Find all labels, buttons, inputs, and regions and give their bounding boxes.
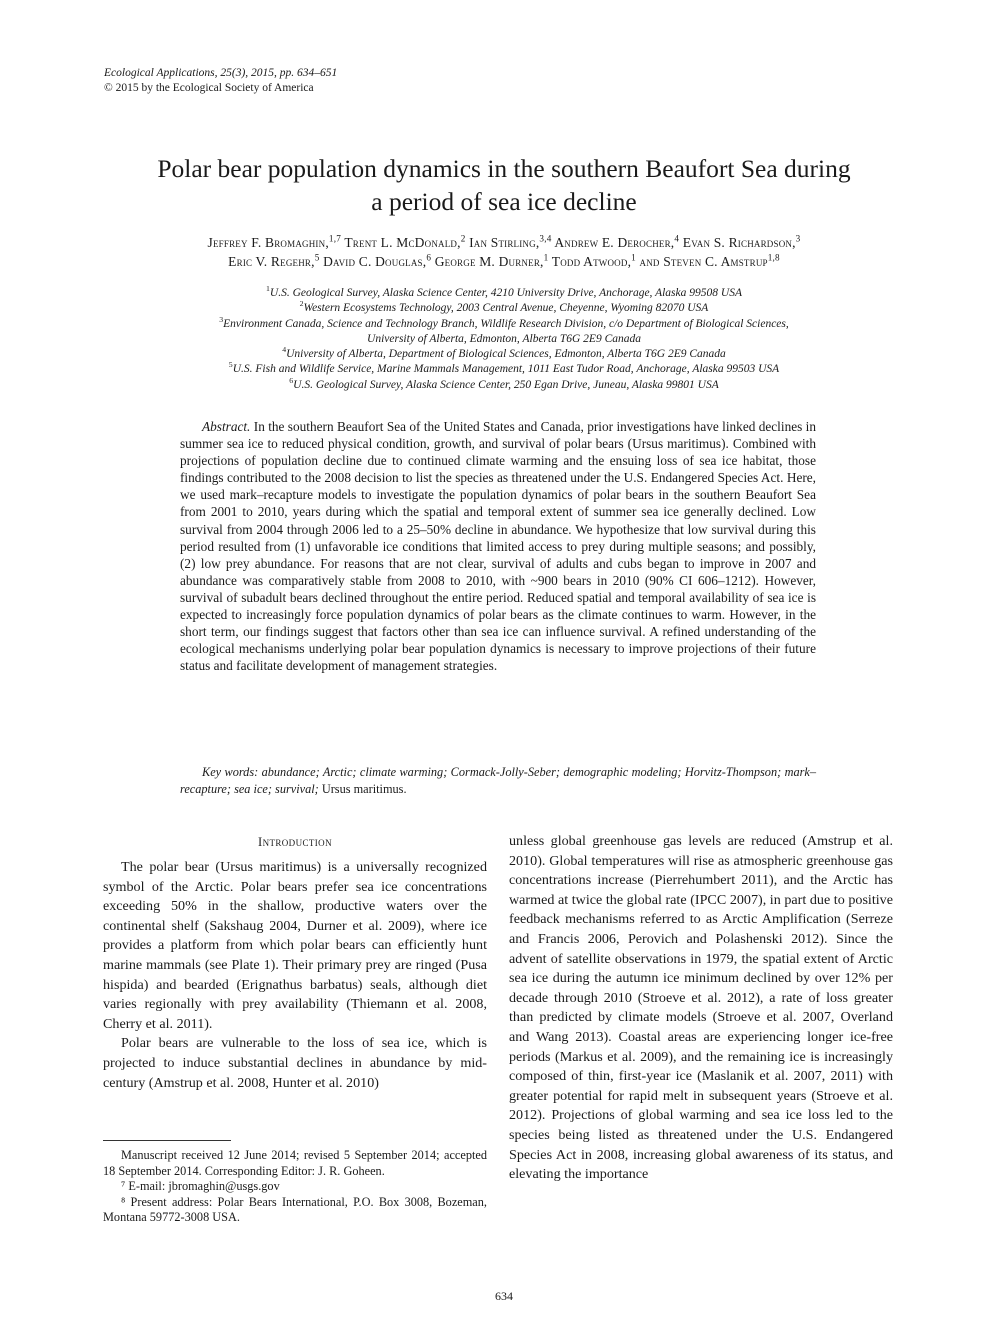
journal-issue: Ecological Applications, 25(3), 2015, pp. 634–651 (104, 67, 338, 79)
affil-marker: 2 (299, 299, 304, 309)
author-name: Ian Stirling, (469, 235, 540, 250)
affil-text: U.S. Geological Survey, Alaska Science Center, 250 Egan Drive, Juneau, Alaska 99801 USA (293, 378, 719, 391)
journal-citation (104, 66, 337, 96)
keywords-species: Ursus maritimus. (321, 781, 407, 796)
left-column (103, 834, 487, 1093)
journal-copyright: © 2015 by the Ecological Society of America (104, 82, 314, 94)
page-number: 634 (495, 1289, 513, 1303)
author-name: Evan S. Richardson, (682, 235, 796, 250)
author-name: and Steven C. Amstrup (639, 253, 768, 269)
affiliation (60, 301, 948, 316)
affiliation (60, 347, 948, 362)
affiliation (60, 362, 948, 377)
title-line-1: Polar bear population dynamics in the southern Beaufort Sea during (157, 154, 851, 183)
author-affil: 4 (674, 233, 680, 244)
footnotes (103, 1148, 487, 1226)
affiliation (60, 375, 948, 393)
abstract (180, 418, 816, 674)
section-heading-introduction: Introduction (258, 835, 332, 849)
article-title (60, 152, 948, 218)
affil-text: University of Alberta, Department of Biological Sciences, Edmonton, Alberta T6G 2E9 Canada (286, 348, 726, 361)
affil-marker: 5 (228, 360, 233, 370)
affil-marker: 3 (219, 314, 224, 324)
author-affil: 1,7 (328, 233, 341, 244)
affil-marker: 4 (282, 345, 287, 355)
keywords-label: Key words: (202, 765, 259, 779)
author-name: David C. Douglas, (323, 253, 427, 269)
author-name: Trent L. McDonald, (344, 235, 461, 250)
keywords (180, 764, 816, 797)
author-list (60, 234, 948, 271)
body-paragraph: unless global greenhouse gas levels are reduced (Amstrup et al. 2010). Global temperatures will rise as atmospheric greenhouse gas concentrations increase (Pierrehumbert 2011), and the Arctic has warmed at twice the global rate (IPCC 2007), in part due to positive feedback mechanisms referred to as Arctic Amplification (Serreze and Francis 2006, Perovich and Polashenski 2012). Since the advent of satellite observations in 1979, the spatial extent of Arctic sea ice during the autumn ice minimum declined by over 12% per decade through 2010 (Stroeve et al. 2012), a rate of loss greater than predicted by climate models (Stroeve et al. 2007, Overland and Wang 2013). Coastal areas are experiencing longer ice-free periods (Markus et al. 2009), and the remaining ice is increasingly composed of thin, first-year ice (Maslanik et al. 2007, 2011) with greater potential for rapid melt in subsequent years (Stroeve et al. 2012). Projections of global warming and sea ice loss led to the species being listed as threatened under the U.S. Endangered Species Act in 2008, increasing global awareness of its status, and elevating the importance (509, 833, 893, 1183)
affiliation-list (60, 286, 948, 393)
author-affil: 1,8 (767, 252, 780, 262)
abstract-label: Abstract. (202, 419, 251, 434)
author-affil: 3 (795, 233, 801, 244)
author-name: Andrew E. Derocher, (554, 235, 675, 250)
body-paragraph: Polar bears are vulnerable to the loss of sea ice, which is projected to induce substantial declines in abundance by mid-century (Amstrup et al. 2008, Hunter et al. 2010) (103, 1035, 487, 1091)
footnote-present-address: ⁸ Present address: Polar Bears International, P.O. Box 3008, Bozeman, Montana 59772-3008 USA. (103, 1194, 487, 1224)
author-name: George M. Durner, (434, 253, 544, 269)
author-affil: 6 (426, 252, 432, 262)
keywords-text: abundance; Arctic; climate warming; Cormack-Jolly-Seber; demographic modeling; Horvitz-Thompson; mark–recapture; sea ice; survival; (180, 765, 816, 796)
author-name: Eric V. Regehr, (228, 253, 315, 269)
affil-marker: 6 (289, 375, 294, 385)
affil-marker: 1 (266, 284, 270, 294)
affiliation (60, 314, 948, 332)
footnote-rule (103, 1140, 231, 1141)
author-affil: 3,4 (539, 233, 552, 244)
author-affil: 1 (631, 252, 636, 262)
affiliation (60, 332, 948, 347)
author-affil: 1 (543, 252, 549, 262)
author-affil: 2 (460, 233, 466, 244)
title-line-2: a period of sea ice decline (371, 187, 637, 216)
affiliation (60, 286, 948, 301)
affil-text: Environment Canada, Science and Technology Branch, Wildlife Research Division, c/o Department of Biological Sciences, (223, 317, 789, 330)
body-paragraph: The polar bear (Ursus maritimus) is a universally recognized symbol of the Arctic. Polar bears prefer sea ice concentrations exceeding 50% in the shallow, productive waters over the continental shelf (Sakshaug 2004, Durner et al. 2009), where ice provides a platform from which polar bears can efficiently hunt marine mammals (see Plate 1). Their primary prey are ringed (Pusa hispida) and bearded (Erignathus barbatus) seals, although diet varies regionally with prey availability (Thiemann et al. 2008, Cherry et al. 2011). (103, 859, 487, 1032)
author-line-1 (60, 234, 948, 253)
footnote-email: ⁷ E-mail: jbromaghin@usgs.gov (121, 1179, 280, 1193)
affil-text: U.S. Fish and Wildlife Service, Marine Mammals Management, 1011 East Tudor Road, Anchorage, Alaska 99503 USA (232, 363, 780, 376)
abstract-text: In the southern Beaufort Sea of the United States and Canada, prior investigations have linked declines in summer sea ice to reduced physical condition, growth, and survival of polar bears (Ursus maritimus). Combined with projections of population decline due to continued climate warming and the ensuing loss of sea ice habitat, those findings contributed to the 2008 decision to list the species as threatened under the U.S. Endangered Species Act. Here, we used mark–recapture models to investigate the population dynamics of polar bears in the southern Beaufort Sea from 2001 to 2010, years during which the spatial and temporal extent of summer sea ice generally declined. Low survival from 2004 through 2006 led to a 25–50% decline in abundance. We hypothesize that low survival during this period resulted from (1) unfavorable ice conditions that limited access to prey during multiple seasons; and possibly, (2) low prey abundance. For reasons that are not clear, survival of adults and cubs began to improve in 2007 and abundance was comparatively stable from 2008 to 2010, with ~900 bears in 2010 (90% CI 606–1212). However, survival of subadult bears declined throughout the entire period. Reduced spatial and temporal availability of sea ice is expected to increasingly force population dynamics of polar bears as the climate continues to warm. However, in the short term, our findings suggest that factors other than sea ice can influence survival. A refined understanding of the ecological mechanisms underlying polar bear population dynamics is necessary to improve projections of their future status and facilitate development of management strategies. (180, 419, 816, 674)
author-name: Todd Atwood, (551, 253, 632, 269)
affil-text: University of Alberta, Edmonton, Alberta T6G 2E9 Canada (367, 332, 641, 345)
author-line-2 (60, 253, 948, 272)
affil-text: U.S. Geological Survey, Alaska Science Center, 4210 University Drive, Anchorage, Alaska 99508 USA (269, 287, 742, 299)
author-affil: 5 (314, 252, 320, 262)
right-column (509, 832, 893, 1185)
author-name: Jeffrey F. Bromaghin, (207, 235, 329, 250)
footnote-manuscript: Manuscript received 12 June 2014; revised 5 September 2014; accepted 18 September 2014. Corresponding Editor: J. R. Goheen. (103, 1148, 487, 1178)
affil-text: Western Ecosystems Technology, 2003 Central Avenue, Cheyenne, Wyoming 82070 USA (303, 302, 709, 315)
